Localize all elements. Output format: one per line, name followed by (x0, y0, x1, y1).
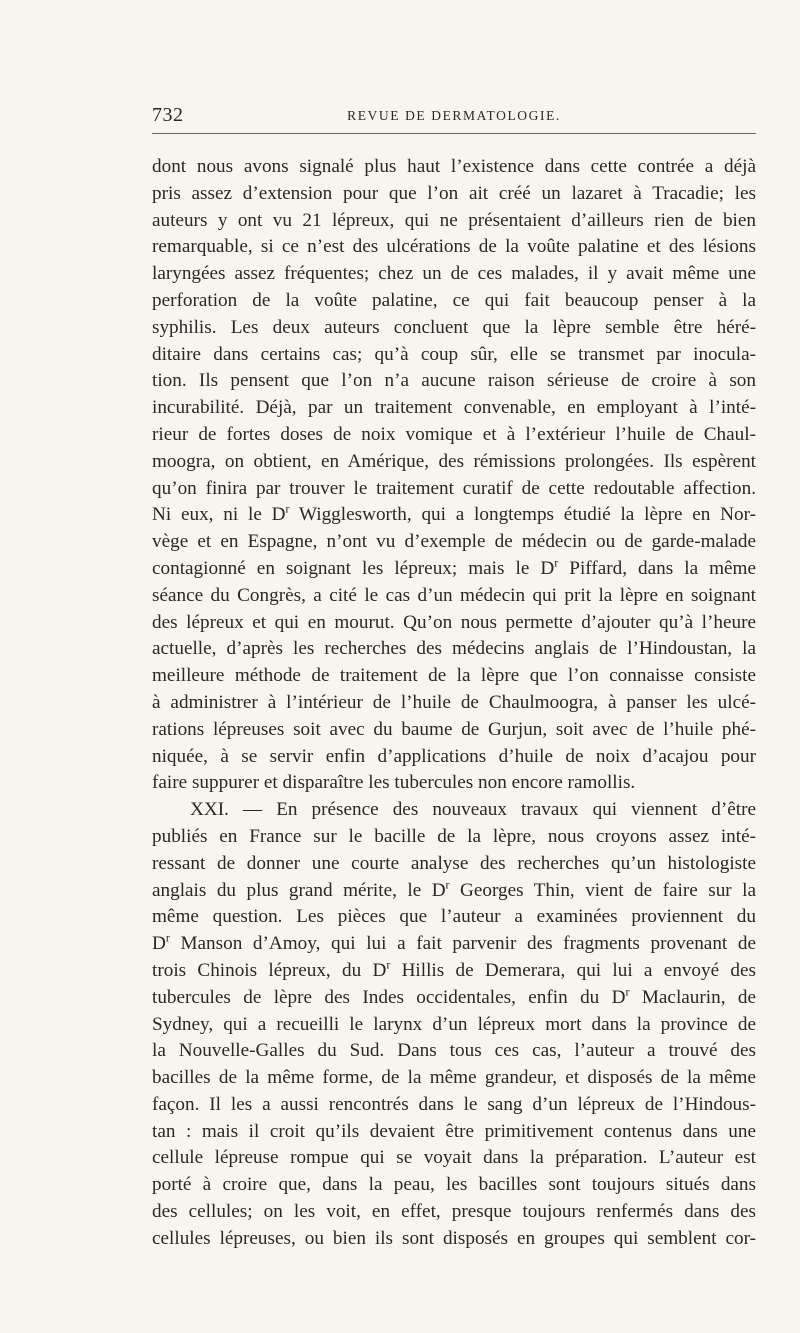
text-line: Ni eux, ni le $D^r$ Wigglesworth, qui a longtemps étudié la lèpre en Nor- (152, 502, 756, 526)
text-line: faire suppurer et disparaître les tubercules non encore ramollis. (152, 772, 636, 794)
text-line: des cellules; on les voit, en effet, presque toujours renfermés dans des (152, 1201, 756, 1223)
text-line: trois Chinois lépreux, du $D^r$ Hillis de Demerara, qui lui a envoyé des (152, 957, 756, 981)
text-line: perforation de la voûte palatine, ce qui fait beaucoup penser à la (152, 289, 756, 311)
text-line: tion. Ils pensent que l’on n’a aucune raison sérieuse de croire à son (152, 370, 756, 392)
body-text (152, 154, 756, 1253)
text-line: contagionné en soignant les lépreux; mais le $D^r$ Piffard, dans la même (152, 555, 756, 579)
text-line: à administrer à l’intérieur de l’huile de Chaulmoogra, à panser les ulcé- (152, 691, 756, 713)
text-line: auteurs y ont vu 21 lépreux, qui ne présentaient d’ailleurs rien de bien (152, 209, 756, 231)
text-line: bacilles de la même forme, de la même grandeur, et disposés de la même (152, 1067, 756, 1089)
text-line: qu’on finira par trouver le traitement curatif de cette redoutable affection. (152, 477, 756, 499)
text-line: publiés en France sur le bacille de la lèpre, nous croyons assez inté- (152, 825, 756, 847)
text-line: Sydney, qui a recueilli le larynx d’un lépreux mort dans la province de (152, 1013, 756, 1035)
text-line: moogra, on obtient, en Amérique, des rémissions prolongées. Ils espèrent (152, 450, 756, 472)
text-line: des lépreux et qui en mourut. Qu’on nous permette d’ajouter qu’à l’heure (152, 611, 756, 633)
text-line: laryngées assez fréquentes; chez un de ces malades, il y avait même une (152, 263, 756, 285)
text-line: niquée, à se servir enfin d’applications d’huile de noix d’acajou pour (152, 745, 756, 767)
header-rule (152, 133, 756, 134)
text-line: cellule lépreuse rompue qui se voyait dans la préparation. L’auteur est (152, 1147, 756, 1169)
text-line: remarquable, si ce n’est des ulcérations de la voûte palatine et des lésions (152, 236, 756, 258)
text-line: cellules lépreuses, ou bien ils sont disposés en groupes qui semblent cor- (152, 1227, 756, 1249)
page-number: 732 (152, 104, 184, 126)
text-line: dont nous avons signalé plus haut l’existence dans cette contrée a déjà (152, 156, 756, 177)
text-line: syphilis. Les deux auteurs concluent que la lèpre semble être héré- (152, 316, 756, 338)
text-line: incurabilité. Déjà, par un traitement convenable, en employant à l’inté- (152, 397, 756, 419)
text-line: rieur de fortes doses de noix vomique et à l’extérieur l’huile de Chaul- (152, 423, 756, 445)
text-line: ressant de donner une courte analyse des recherches qu’un histologiste (152, 852, 756, 874)
text-line: anglais du plus grand mérite, le $D^r$ Georges Thin, vient de faire sur la (152, 877, 756, 901)
text-line: ditaire dans certains cas; qu’à coup sûr, elle se transmet par inocula- (152, 343, 756, 365)
text-line: meilleure méthode de traitement de la lèpre que l’on connaisse consiste (152, 665, 756, 687)
text-line: vège et en Espagne, n’ont vu d’exemple de médecin ou de garde-malade (152, 531, 756, 553)
text-line: tubercules de lèpre des Indes occidentales, enfin du $D^r$ Maclaurin, de (152, 984, 756, 1008)
paragraph (152, 154, 756, 797)
text-line: actuelle, d’après les recherches des médecins anglais de l’Hindoustan, la (152, 638, 756, 660)
text-line: tan : mais il croit qu’ils devaient être primitivement contenus dans une (152, 1120, 756, 1142)
text-line: séance du Congrès, a cité le cas d’un médecin qui prit la lèpre en soignant (152, 584, 756, 606)
text-line: XXI. — En présence des nouveaux travaux qui viennent d’être (190, 799, 756, 821)
text-line: la Nouvelle-Galles du Sud. Dans tous ces cas, l’auteur a trouvé des (152, 1040, 756, 1062)
text-line: même question. Les pièces que l’auteur a examinées proviennent du (152, 906, 756, 928)
text-line: rations lépreuses soit avec du baume de Gurjun, soit avec de l’huile phé- (152, 718, 756, 740)
text-line: porté à croire que, dans la peau, les bacilles sont toujours situés dans (152, 1174, 756, 1196)
page-header (152, 100, 756, 130)
text-line: $D^r$ Manson d’Amoy, qui lui a fait parvenir des fragments provenant de (152, 931, 756, 955)
paragraph (152, 797, 756, 1253)
running-title: REVUE DE DERMATOLOGIE. (347, 108, 561, 123)
text-line: façon. Il les a aussi rencontrés dans le sang d’un lépreux de l’Hindous- (152, 1093, 756, 1115)
text-line: pris assez d’extension pour que l’on ait créé un lazaret à Tracadie; les (152, 182, 756, 204)
